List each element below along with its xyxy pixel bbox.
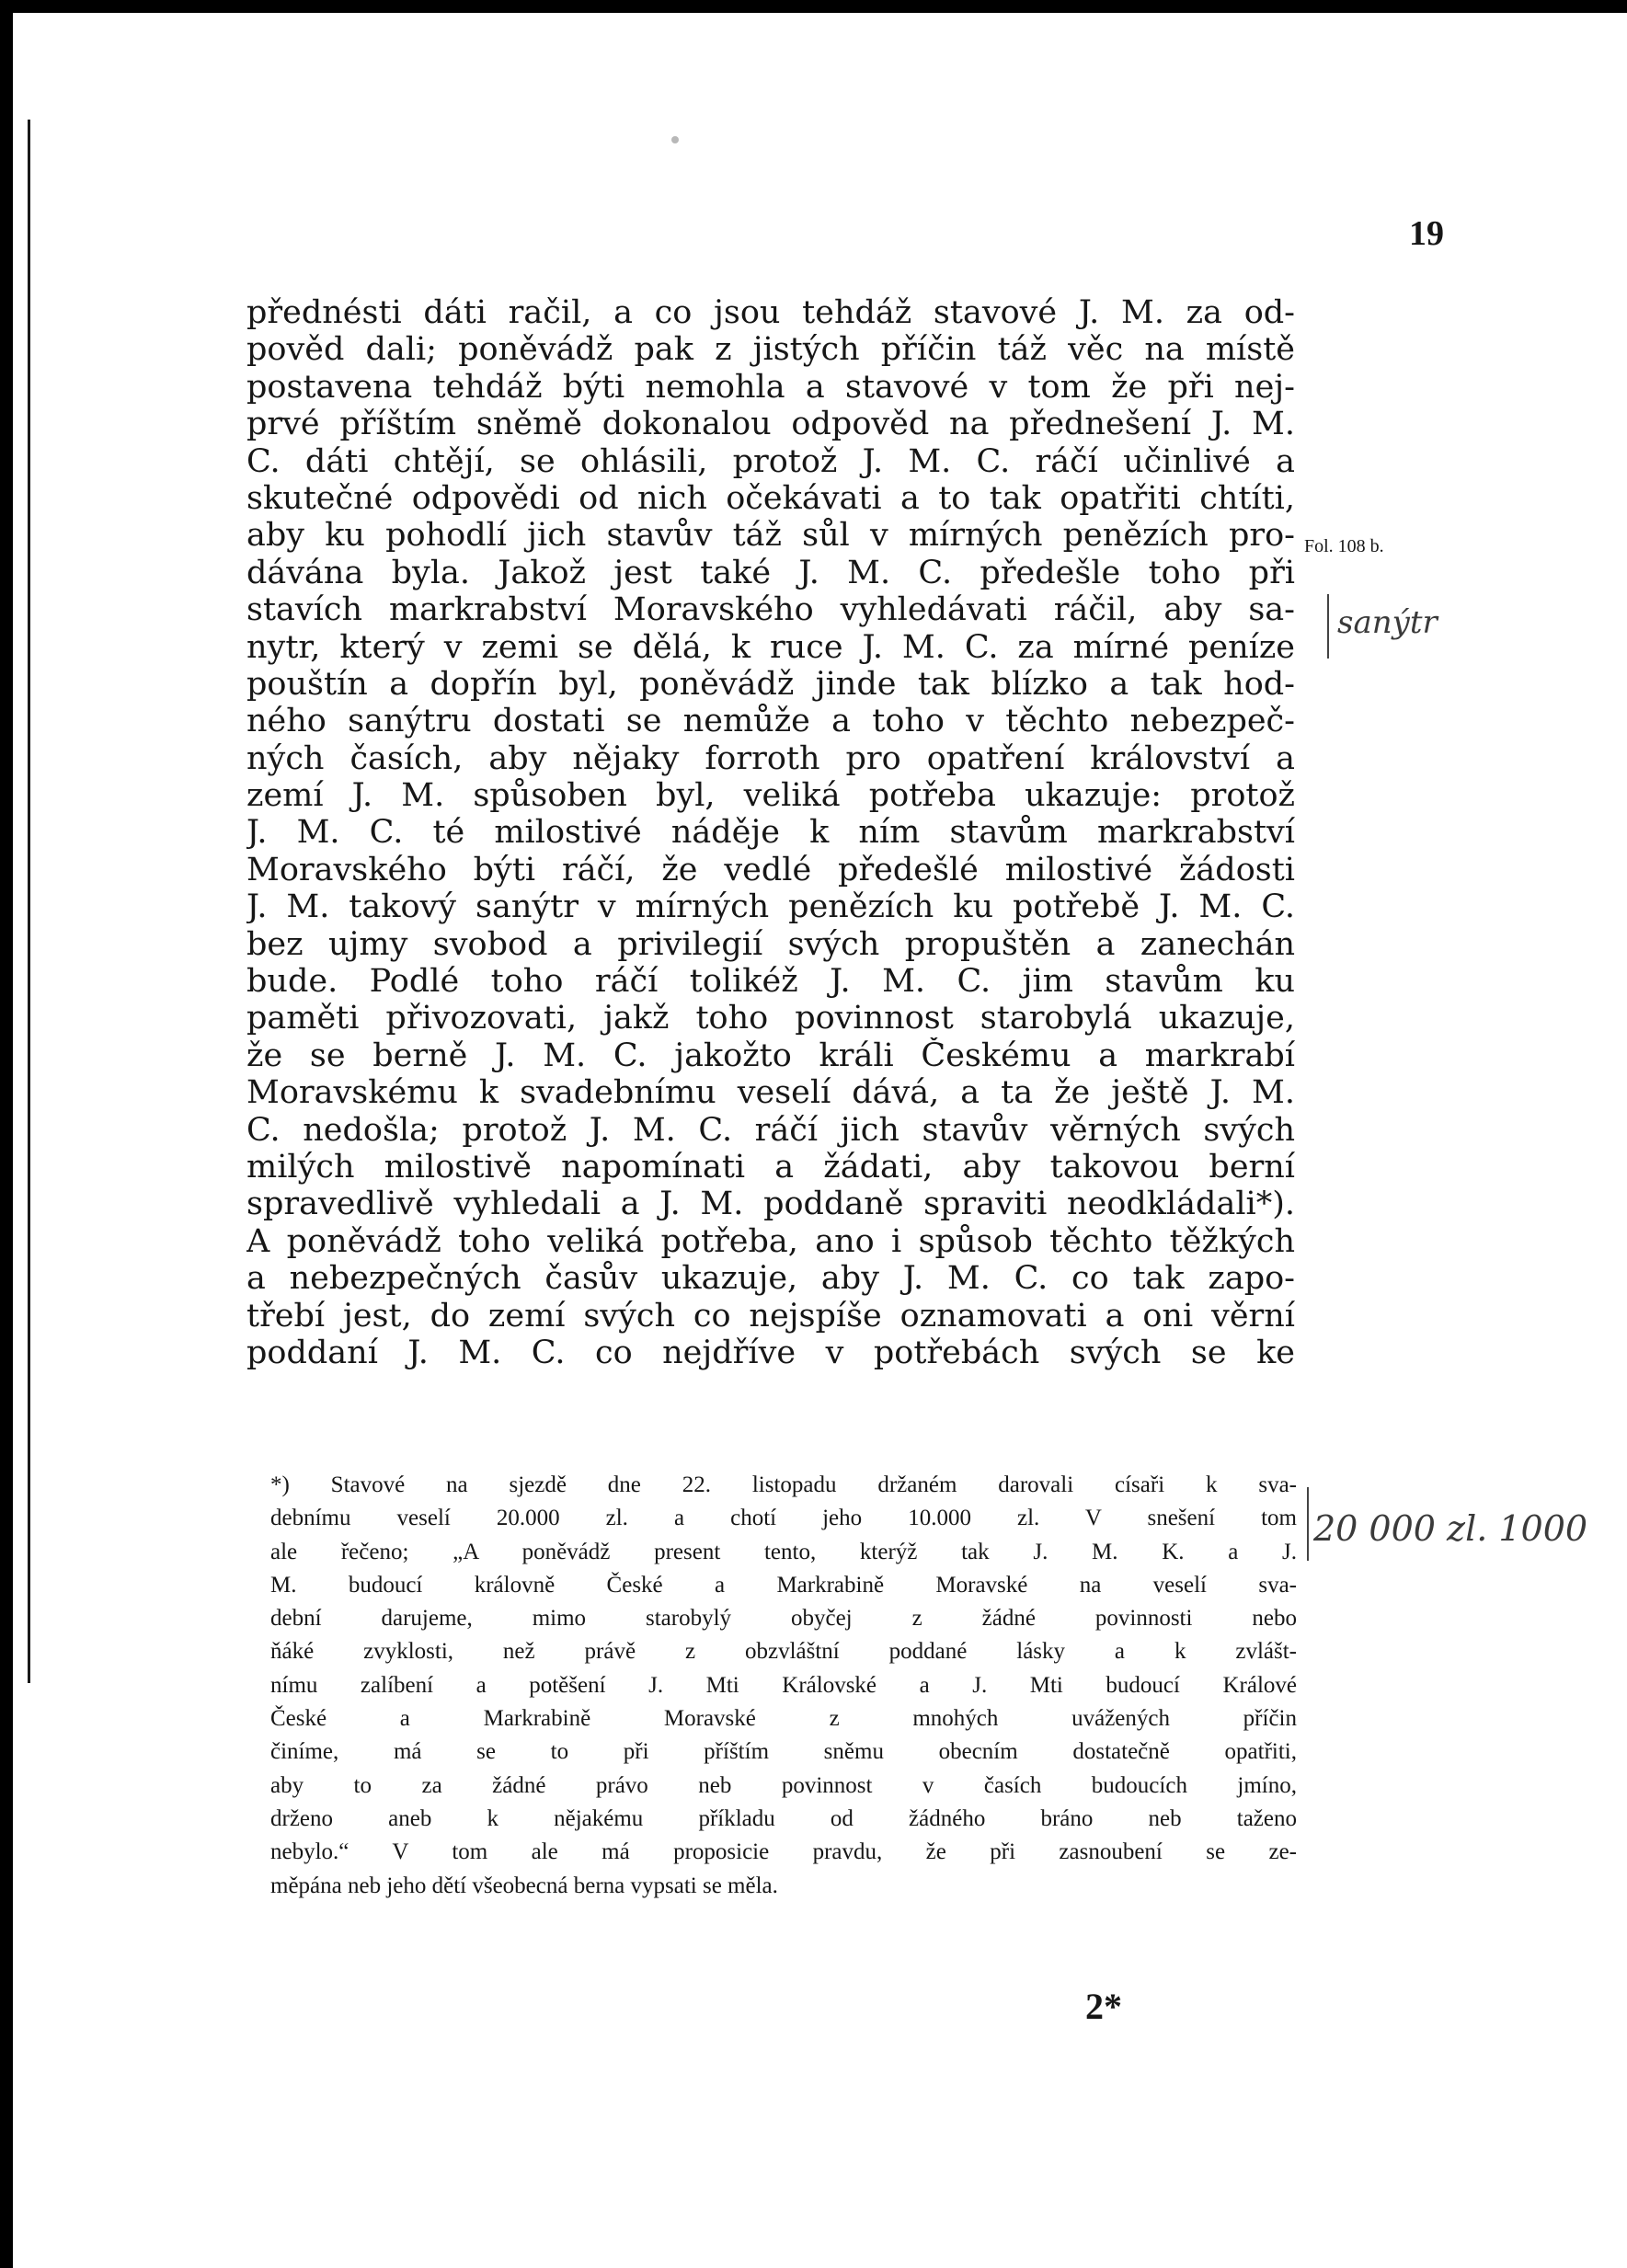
- scan-border-top: [0, 0, 1627, 13]
- body-line: poddaní J. M. C. co nejdříve v potřebách svých se ke: [246, 1334, 1295, 1371]
- margin-handwriting-sum-text: 20 000 zl. 1000: [1313, 1508, 1588, 1549]
- body-line: bez ujmy svobod a privilegií svých propuštěn a zanechán: [246, 925, 1295, 963]
- body-line: aby ku pohodlí jich stavův táž sůl v mírných penězích pro-: [246, 517, 1295, 555]
- footnote-line: drženo aneb k nějakému příkladu od žádného bráno neb taženo: [270, 1805, 1297, 1831]
- body-line: postavena tehdáž býti nemohla a stavové v tom že při nej-: [246, 368, 1295, 406]
- margin-handwriting-sanytr-text: sanýtr: [1337, 604, 1438, 641]
- footnote-line: M. budoucí královně České a Markrabině Moravské na veselí sva-: [270, 1572, 1297, 1598]
- body-line: stavích markrabství Moravského vyhledávati ráčil, aby sa-: [246, 591, 1295, 629]
- signature-mark: 2*: [1085, 1986, 1122, 2027]
- footnote-line: ňáké zvyklosti, než právě z obzvláštní poddané lásky a k zvlášt-: [270, 1639, 1297, 1665]
- body-line: C. dáti chtějí, se ohlásili, protož J. M. C. ráčí učinlivé a: [246, 442, 1295, 480]
- body-line: zemí J. M. spůsoben byl, veliká potřeba ukazuje: protož: [246, 777, 1295, 815]
- body-line: ného sanýtru dostati se nemůže a toho v těchto nebezpeč-: [246, 703, 1295, 740]
- footnote-line: činíme, má se to při příštím sněmu obecním dostatečně opatřiti,: [270, 1739, 1297, 1765]
- footnote-line: ale řečeno; „A poněvádž present tento, kterýž tak J. M. K. a J.: [270, 1539, 1297, 1564]
- body-line: spravedlivě vyhledali a J. M. poddaně spraviti neodkládali*).: [246, 1186, 1295, 1223]
- body-line: pověd dali; poněvádž pak z jistých příčin táž věc na místě: [246, 331, 1295, 369]
- body-line: nytr, který v zemi se dělá, k ruce J. M. C. za mírné peníze: [246, 628, 1295, 666]
- scan-page-edge: [28, 120, 30, 1683]
- footnote-line: nebylo.“ V tom ale má proposicie pravdu, že při zasnoubení se ze-: [270, 1839, 1297, 1865]
- body-line: J. M. C. té milostivé náděje k ním stavům markrabství: [246, 814, 1295, 852]
- footnote-block: [270, 1469, 1297, 1903]
- body-line: a nebezpečných časův ukazuje, aby J. M. C. co tak zapo-: [246, 1260, 1295, 1298]
- body-line: Moravskému k svadebnímu veselí dává, a ta že ještě J. M.: [246, 1074, 1295, 1112]
- body-line: milých milostivě napomínati a žádati, aby takovou berní: [246, 1148, 1295, 1186]
- body-line: J. M. takový sanýtr v mírných penězích ku potřebě J. M. C.: [246, 888, 1295, 926]
- body-line: skutečné odpovědi od nich očekávati a to tak opatřiti chtíti,: [246, 479, 1295, 517]
- body-line: dávána byla. Jakož jest také J. M. C. předešle toho při: [246, 554, 1295, 591]
- scan-dust-spot: [671, 136, 679, 143]
- margin-handwriting-sum: [1304, 1485, 1626, 1564]
- body-line: přednésti dáti račil, a co jsou tehdáž stavové J. M. za od-: [246, 294, 1295, 331]
- body-line: A poněvádž toho veliká potřeba, ano i spůsob těchto těžkých: [246, 1222, 1295, 1260]
- body-line: třebí jest, do zemí svých co nejspíše oznamovati a oni věrní: [246, 1297, 1295, 1334]
- page-number: 19: [1409, 214, 1444, 253]
- body-line: bude. Podlé toho ráčí tolikéž J. M. C. jim stavům ku: [246, 963, 1295, 1001]
- body-line: ných časích, aby nějaky forroth pro opatření království a: [246, 739, 1295, 777]
- footnote-line: dební darujeme, mimo starobylý obyčej z žádné povinnosti nebo: [270, 1606, 1297, 1632]
- scan-border-left: [0, 0, 13, 2268]
- footnote-line: *) Stavové na sjezdě dne 22. listopadu držaném darovali císaři k sva-: [270, 1472, 1297, 1497]
- body-line: C. nedošla; protož J. M. C. ráčí jich stavův věrných svých: [246, 1111, 1295, 1149]
- body-line: že se berně J. M. C. jakožto králi Českému a markrabí: [246, 1037, 1295, 1074]
- footnote-line: České a Markrabině Moravské z mnohých uvážených příčin: [270, 1706, 1297, 1732]
- footnote-line: aby to za žádné právo neb povinnost v časích budoucích jmíno,: [270, 1772, 1297, 1798]
- body-line: paměti přivozovati, jakž toho povinnost starobylá ukazuje,: [246, 1000, 1295, 1037]
- body-line: Moravského býti ráčí, že vedlé předešlé milostivé žádosti: [246, 851, 1295, 888]
- margin-folio-note: Fol. 108 b.: [1304, 536, 1384, 556]
- body-text: [246, 294, 1295, 1371]
- footnote-line: měpána neb jeho dětí všeobecná berna vypsati se měla.: [270, 1873, 778, 1898]
- body-line: pouštín a dopřín byl, poněvádž jinde tak blízko a tak hod-: [246, 665, 1295, 703]
- footnote-line: debnímu veselí 20.000 zl. a chotí jeho 10.000 zl. V snešení tom: [270, 1506, 1297, 1531]
- footnote-line: nímu zalíbení a potěšení J. Mti Královské a J. Mti budoucí Králové: [270, 1672, 1297, 1698]
- margin-handwriting-sanytr: [1324, 587, 1462, 660]
- body-line: prvé příštím sněmě dokonalou odpověd na přednešení J. M.: [246, 406, 1295, 443]
